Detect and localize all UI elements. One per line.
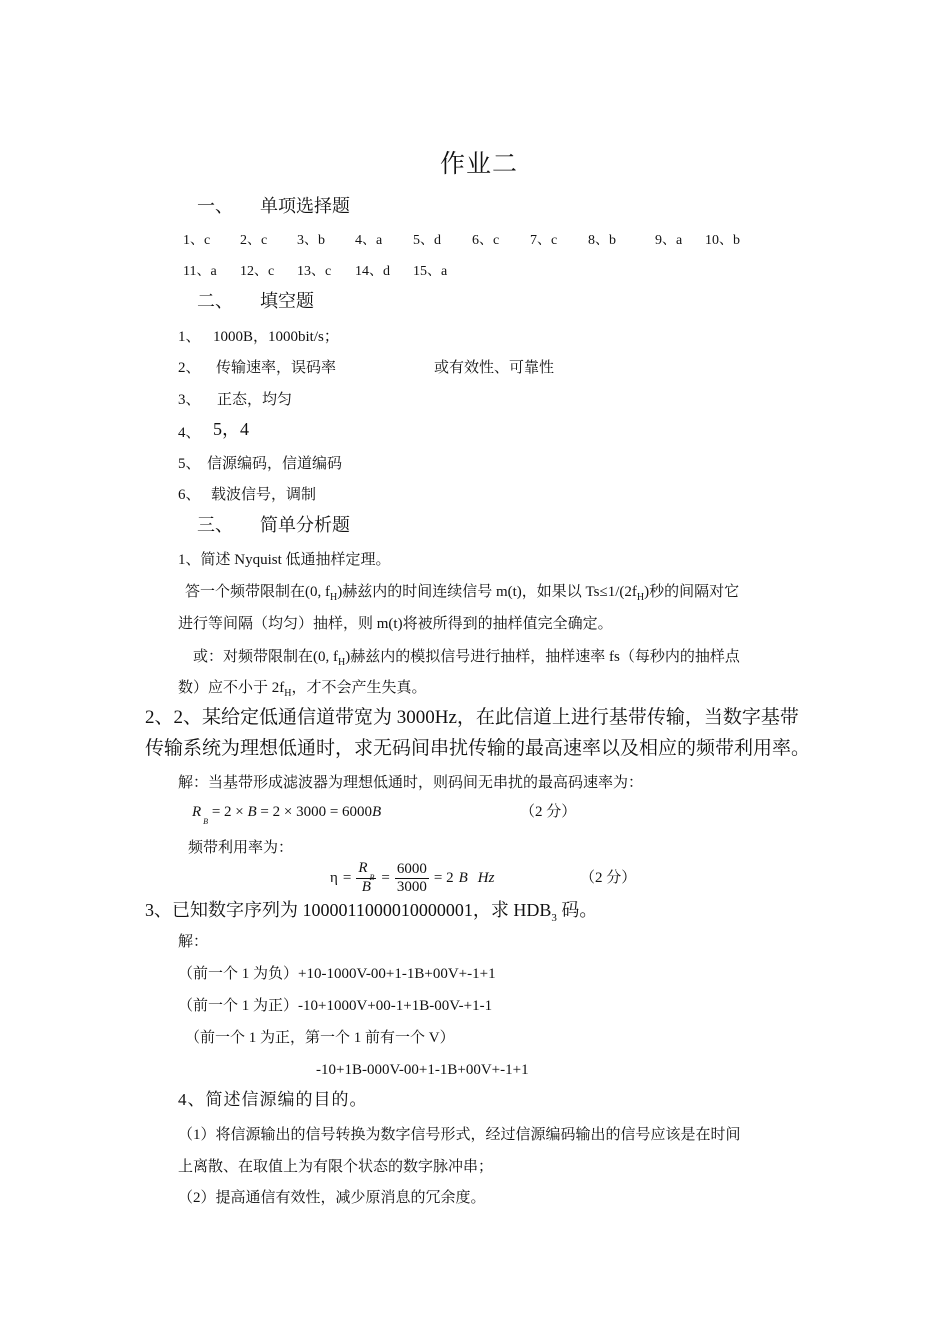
fill-answer: 5，4 xyxy=(213,419,249,439)
text-segment: )秒的间隔对它 xyxy=(644,584,740,600)
fraction-6000-over-3000 xyxy=(395,861,429,896)
math-unit-hz: Hz xyxy=(477,869,495,886)
fill-number: 5、 xyxy=(178,456,201,472)
section3-number: 三、 xyxy=(197,515,233,535)
hdb3-case: （前一个 1 为负）+10-1000V-00+1-1B+00V+-1+1 xyxy=(178,966,496,982)
hdb3-case: （前一个 1 为正）-10+1000V+00-1+1B-00V-+1-1 xyxy=(178,998,493,1014)
mc-answer: 2、c xyxy=(240,233,268,248)
subscript: H xyxy=(636,592,645,603)
fill-answer: 信源编码，信道编码 xyxy=(207,456,343,472)
math-eta: η xyxy=(330,869,338,886)
mc-answer: 8、b xyxy=(588,233,616,248)
text-segment: 码。 xyxy=(556,900,598,920)
mc-answer: 13、c xyxy=(297,264,332,279)
fill-answer: 正态，均匀 xyxy=(217,392,293,408)
fill-number: 3、 xyxy=(178,392,201,408)
q2-solution: 解：当基带形成滤波器为理想低通时，则码间无串扰的最高码速率为： xyxy=(178,775,644,791)
fill-number: 2、 xyxy=(178,360,201,376)
fraction-rb-over-b xyxy=(356,860,376,896)
math-subscript: B xyxy=(203,817,209,826)
math-equals: = xyxy=(342,869,352,886)
mc-answer: 11、a xyxy=(183,264,217,279)
mc-answer: 6、c xyxy=(472,233,500,248)
q1-prompt: 1、简述 Nyquist 低通抽样定理。 xyxy=(178,552,391,568)
q3-prompt xyxy=(145,899,598,924)
mc-answers-row2 xyxy=(0,263,950,281)
fraction-numerator xyxy=(356,860,376,882)
mc-answer: 4、a xyxy=(355,233,383,248)
q1-answer-line xyxy=(193,648,740,666)
fraction-denominator: 3000 xyxy=(396,878,427,895)
q4-answer-line: （1）将信源输出的信号转换为数字信号形式，经过信源编码输出的信号应该是在时间 xyxy=(178,1127,741,1143)
text-segment: )赫兹内的模拟信号进行抽样，抽样速率 fs（每秒内的抽样点 xyxy=(345,649,740,665)
fraction-numerator: 6000 xyxy=(396,860,427,877)
section1-number: 一、 xyxy=(197,196,233,216)
fill-number: 4、 xyxy=(178,425,201,441)
page-title: 作业二 xyxy=(440,151,519,178)
mc-answer: 14、d xyxy=(355,264,390,279)
fraction-denominator: B xyxy=(361,879,371,895)
mc-answer: 3、b xyxy=(297,233,325,248)
q1-answer-line xyxy=(185,583,739,601)
fill-answer: 载波信号，调制 xyxy=(211,487,317,503)
text-segment: 数）应不小于 2f xyxy=(178,680,285,696)
text-segment: 或：对频带限制在(0, f xyxy=(193,649,338,665)
score-label: （2 分） xyxy=(520,804,577,820)
text-segment: ，才不会产生失真。 xyxy=(291,680,427,696)
text-segment: 3、已知数字序列为 1000011000010000001，求 HDB xyxy=(145,900,552,920)
section2-number: 二、 xyxy=(197,291,233,311)
math-expr: = 2 × 3000 = 6000 xyxy=(256,804,373,820)
fill-number: 1、 xyxy=(178,329,201,345)
subscript: 3 xyxy=(551,912,557,924)
q4-answer-line: 上离散、在取值上为有限个状态的数字脉冲串； xyxy=(178,1159,494,1175)
math-result: = 2 xyxy=(433,869,454,886)
q3-solution-label: 解： xyxy=(178,934,209,950)
math-var-r: R xyxy=(192,804,202,820)
q1-answer-line xyxy=(178,615,613,633)
fill-number: 6、 xyxy=(178,487,201,503)
section1-heading: 单项选择题 xyxy=(260,196,350,216)
efficiency-label: 频带利用率为： xyxy=(188,840,294,856)
section3-heading: 简单分析题 xyxy=(260,515,350,535)
mc-answers-row1 xyxy=(0,232,950,250)
q4-answer-line: （2）提高通信有效性，减少原消息的冗余度。 xyxy=(178,1190,486,1206)
formula-band-efficiency xyxy=(330,858,499,898)
fill-answer: 1000B，1000bit/s； xyxy=(213,329,339,345)
mc-answer: 15、a xyxy=(413,264,448,279)
hdb3-case: （前一个 1 为正，第一个 1 前有一个 V） xyxy=(185,1030,455,1046)
mc-answer: 1、c xyxy=(183,233,211,248)
score-label: （2 分） xyxy=(580,870,637,886)
mc-answer: 12、c xyxy=(240,264,275,279)
subscript: H xyxy=(330,592,338,603)
mc-answer: 9、a xyxy=(655,233,683,248)
formula-symbol-rate xyxy=(192,803,382,826)
q2-prompt-line: 传输系统为理想低通时，求无码间串扰传输的最高速率以及相应的频带利用率。 xyxy=(145,738,811,759)
mc-answer: 10、b xyxy=(705,233,740,248)
mc-answer: 7、c xyxy=(530,233,558,248)
math-unit-b: B xyxy=(458,869,468,886)
subscript: H xyxy=(284,688,292,699)
fill-answer-alt: 或有效性、可靠性 xyxy=(434,360,555,376)
subscript: H xyxy=(338,657,346,668)
q4-prompt: 4、简述信源编的目的。 xyxy=(178,1090,368,1109)
text-segment: 答一个频带限制在(0, f xyxy=(185,584,330,600)
math-expr: = 2 × xyxy=(208,804,248,820)
math-subscript: B xyxy=(369,873,375,882)
q1-answer-line xyxy=(178,679,427,697)
math-var-b: B xyxy=(247,804,257,820)
math-equals: = xyxy=(381,869,390,886)
mc-answer: 5、d xyxy=(413,233,441,248)
math-unit: B xyxy=(372,804,382,820)
section2-heading: 填空题 xyxy=(260,291,314,311)
q2-prompt-line: 2、2、某给定低通信道带宽为 3000Hz，在此信道上进行基带传输，当数字基带 xyxy=(145,707,799,728)
text-segment: 进行等间隔（均匀）抽样，则 m(t)将被所得到的抽样值完全确定。 xyxy=(178,616,613,632)
hdb3-code: -10+1B-000V-00+1-1B+00V+-1+1 xyxy=(316,1062,529,1078)
text-segment: )赫兹内的时间连续信号 m(t)，如果以 Ts≤1/(2f xyxy=(337,584,637,600)
math-var-r: R xyxy=(358,860,368,876)
fill-answer: 传输速率，误码率 xyxy=(216,360,337,376)
